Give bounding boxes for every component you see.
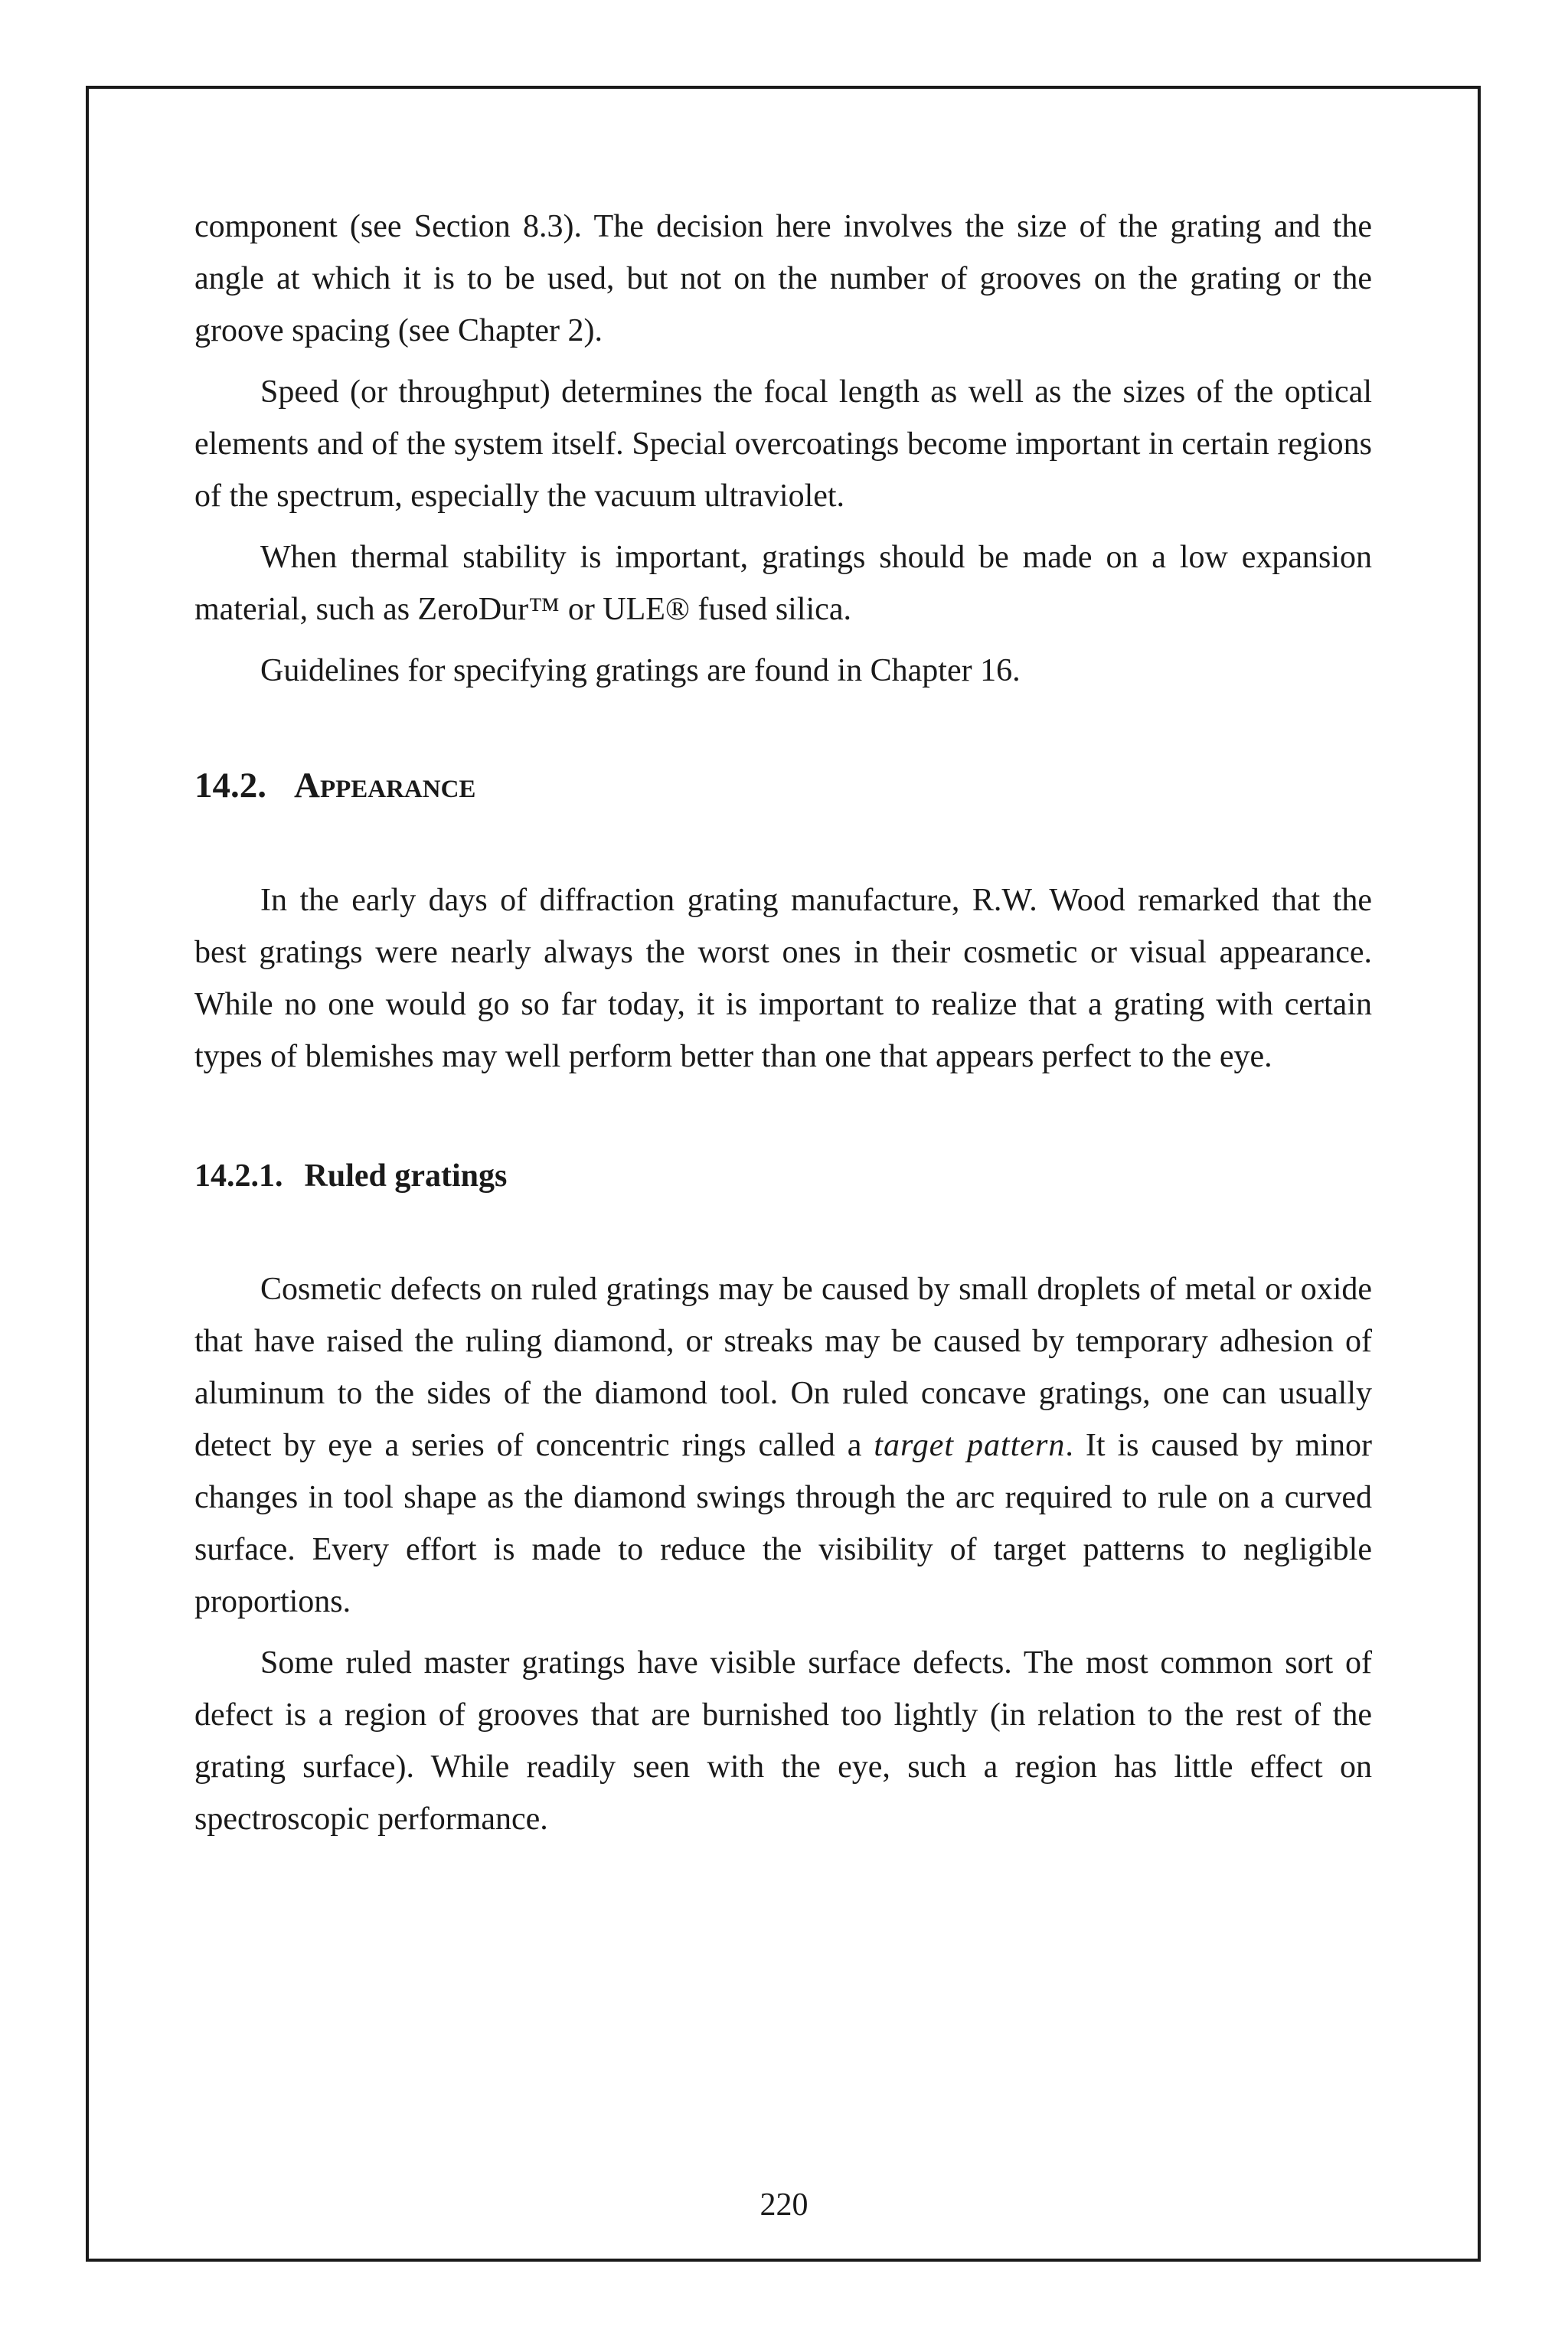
section-number: 14.2. xyxy=(194,766,266,805)
target-pattern-term: target pattern xyxy=(874,1428,1066,1463)
body-paragraph-master-gratings: Some ruled master gratings have visible surface defects. The most common sort of defect is a region of grooves that are burnished too lightly (in relation to the rest of the grating surface). While readily seen with the eye, such a region has little effect on spectroscopic performance. xyxy=(194,1645,1372,1837)
subsection-number: 14.2.1. xyxy=(194,1158,283,1194)
body-paragraph-thermal-stability: When thermal stability is important, gratings should be made on a low expansion material, such as ZeroDur™ or ULE® fused silica. xyxy=(194,540,1372,627)
body-paragraph-speed: Speed (or throughput) determines the focal length as well as the sizes of the optical elements and of the system itself. Special overcoatings become important in certain regions of the spectrum, especially the vacuum ultraviolet. xyxy=(194,374,1372,514)
body-paragraph-cosmetic-defects xyxy=(194,1263,1372,1628)
body-paragraph-guidelines: Guidelines for specifying gratings are found in Chapter 16. xyxy=(260,653,1021,688)
page-content xyxy=(194,201,1372,1845)
cosmetic-defects-text-a: Cosmetic defects on ruled gratings may be caused by small droplets of metal or oxide that have raised the ruling diamond, or streaks may be caused by temporary adhesion of aluminum to the sides of the diamond tool. On ruled concave gratings, one can usually detect by eye a series of concentric rings called a xyxy=(194,1272,1372,1463)
subsection-title: Ruled gratings xyxy=(304,1158,508,1194)
page-number: 220 xyxy=(760,2187,808,2223)
section-heading xyxy=(194,760,1372,812)
body-paragraph-continuation: component (see Section 8.3). The decision here involves the size of the grating and the angle at which it is to be used, but not on the number of grooves on the grating or the groove spacing (see Chapter 2). xyxy=(194,209,1372,348)
section-title: Appearance xyxy=(294,766,476,805)
body-paragraph-appearance: In the early days of diffraction grating manufacture, R.W. Wood remarked that the best gratings were nearly always the worst ones in their cosmetic or visual appearance. While no one would go so far today, it is important to realize that a grating with certain types of blemishes may well perform better than one that appears perfect to the eye. xyxy=(194,883,1372,1074)
subsection-heading xyxy=(194,1150,1372,1202)
cosmetic-defects-text-b: . It is caused by minor changes in tool shape as the diamond swings through the arc required to rule on a curved surface. Every effort is made to reduce the visibility of target patterns to negligible proportions. xyxy=(194,1428,1372,1619)
